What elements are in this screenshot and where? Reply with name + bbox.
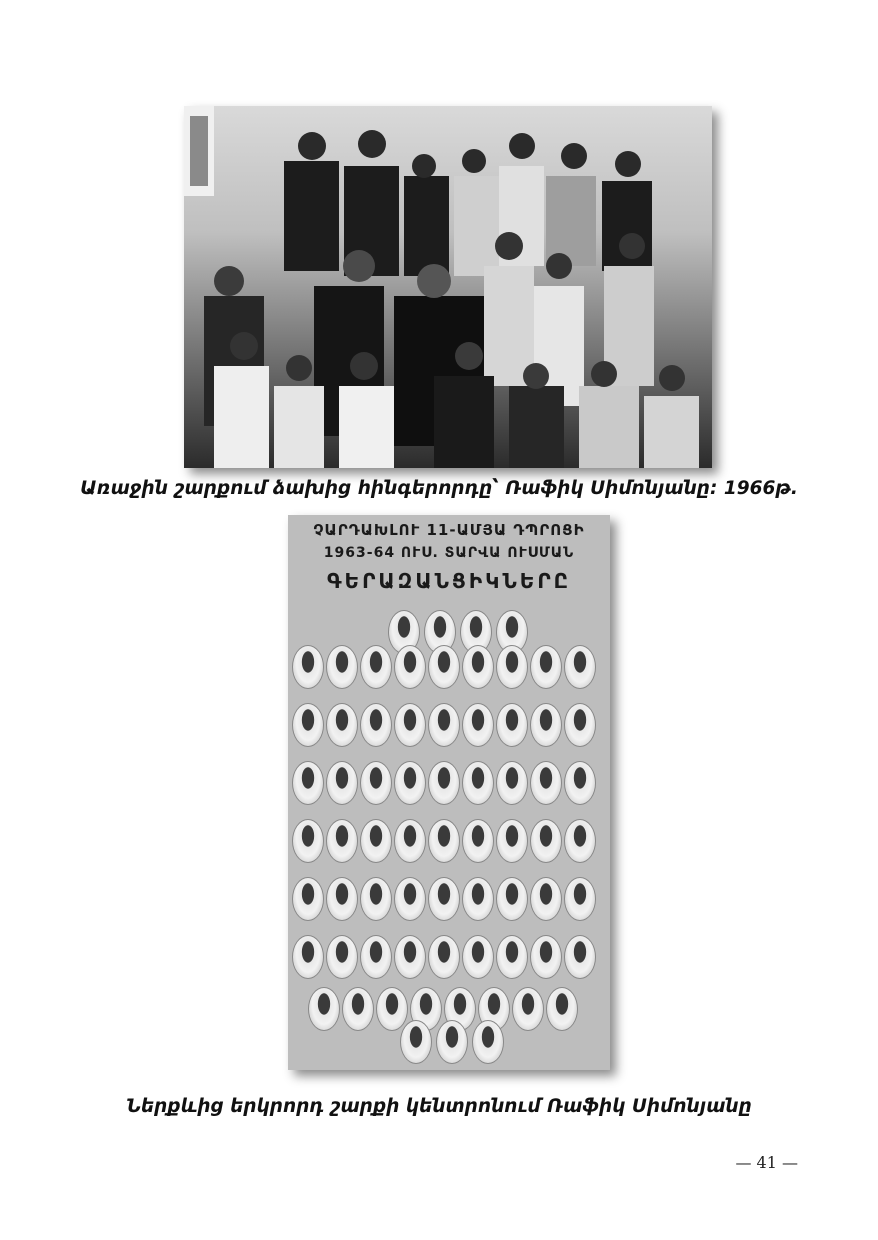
student-portrait — [326, 877, 358, 921]
student-portrait — [428, 703, 460, 747]
student-portrait — [530, 819, 562, 863]
student-portrait — [326, 761, 358, 805]
student-portrait — [428, 761, 460, 805]
student-portrait — [360, 935, 392, 979]
student-portrait — [394, 645, 426, 689]
student-portrait — [530, 935, 562, 979]
student-portrait — [394, 761, 426, 805]
student-portrait — [530, 703, 562, 747]
student-portrait — [564, 761, 596, 805]
student-portrait — [292, 935, 324, 979]
student-portrait — [394, 703, 426, 747]
student-portrait — [428, 819, 460, 863]
class-group-photo — [184, 106, 712, 468]
student-portrait — [428, 935, 460, 979]
student-portrait — [308, 987, 340, 1031]
student-portrait — [342, 987, 374, 1031]
page-number: — 41 — — [735, 1153, 798, 1172]
student-portrait — [360, 645, 392, 689]
student-portrait — [512, 987, 544, 1031]
student-portrait — [496, 761, 528, 805]
student-portrait — [292, 877, 324, 921]
student-portrait — [428, 645, 460, 689]
student-portrait — [436, 1020, 468, 1064]
photo-caption-1: Առաջին շարքում ձախից հինգերորդը՝ Ռաֆիկ Սիմոնյանը: 1966թ. — [80, 478, 798, 499]
student-portrait — [292, 819, 324, 863]
student-portrait — [462, 877, 494, 921]
graduates-poster-photo — [288, 515, 610, 1070]
student-portrait — [564, 935, 596, 979]
student-portrait — [292, 761, 324, 805]
student-portrait — [360, 819, 392, 863]
student-portrait — [292, 645, 324, 689]
student-portrait — [428, 877, 460, 921]
poster-title-line-2: 1963-64 ՈՒՍ. ՏԱՐՎԱ ՈՒՍՄԱՆ — [323, 545, 575, 561]
photo-caption-2: Ներքևից երկրորդ շարքի կենտրոնում Ռաֆիկ Սիմոնյանը — [126, 1096, 752, 1117]
student-portrait — [472, 1020, 504, 1064]
student-portrait — [360, 761, 392, 805]
student-portrait — [462, 703, 494, 747]
student-portrait — [564, 877, 596, 921]
student-portrait — [394, 935, 426, 979]
student-portrait — [530, 877, 562, 921]
student-portrait — [530, 761, 562, 805]
student-portrait — [326, 703, 358, 747]
student-portrait — [496, 703, 528, 747]
student-portrait — [400, 1020, 432, 1064]
student-portrait — [564, 819, 596, 863]
student-portrait — [496, 877, 528, 921]
student-portrait — [496, 645, 528, 689]
student-portrait — [564, 703, 596, 747]
student-portrait — [496, 819, 528, 863]
student-portrait — [546, 987, 578, 1031]
student-portrait — [376, 987, 408, 1031]
poster-title-line-1: ՉԱՐԴԱԽԼՈՒ 11-ԱՄՅԱ ԴՊՐՈՑԻ — [313, 521, 585, 539]
student-portrait — [564, 645, 596, 689]
student-portrait — [292, 703, 324, 747]
student-portrait — [496, 935, 528, 979]
student-portrait — [360, 877, 392, 921]
student-portrait — [326, 819, 358, 863]
student-portrait — [462, 935, 494, 979]
student-portrait — [326, 935, 358, 979]
poster-title-line-3: ԳԵՐԱԶԱՆՑԻԿՆԵՐԸ — [326, 569, 572, 593]
student-portrait — [326, 645, 358, 689]
group-photo-image — [184, 106, 712, 468]
student-portrait — [394, 877, 426, 921]
student-portrait — [360, 703, 392, 747]
student-portrait — [394, 819, 426, 863]
student-portrait — [462, 819, 494, 863]
student-portrait — [462, 761, 494, 805]
student-portrait — [462, 645, 494, 689]
student-portrait — [530, 645, 562, 689]
